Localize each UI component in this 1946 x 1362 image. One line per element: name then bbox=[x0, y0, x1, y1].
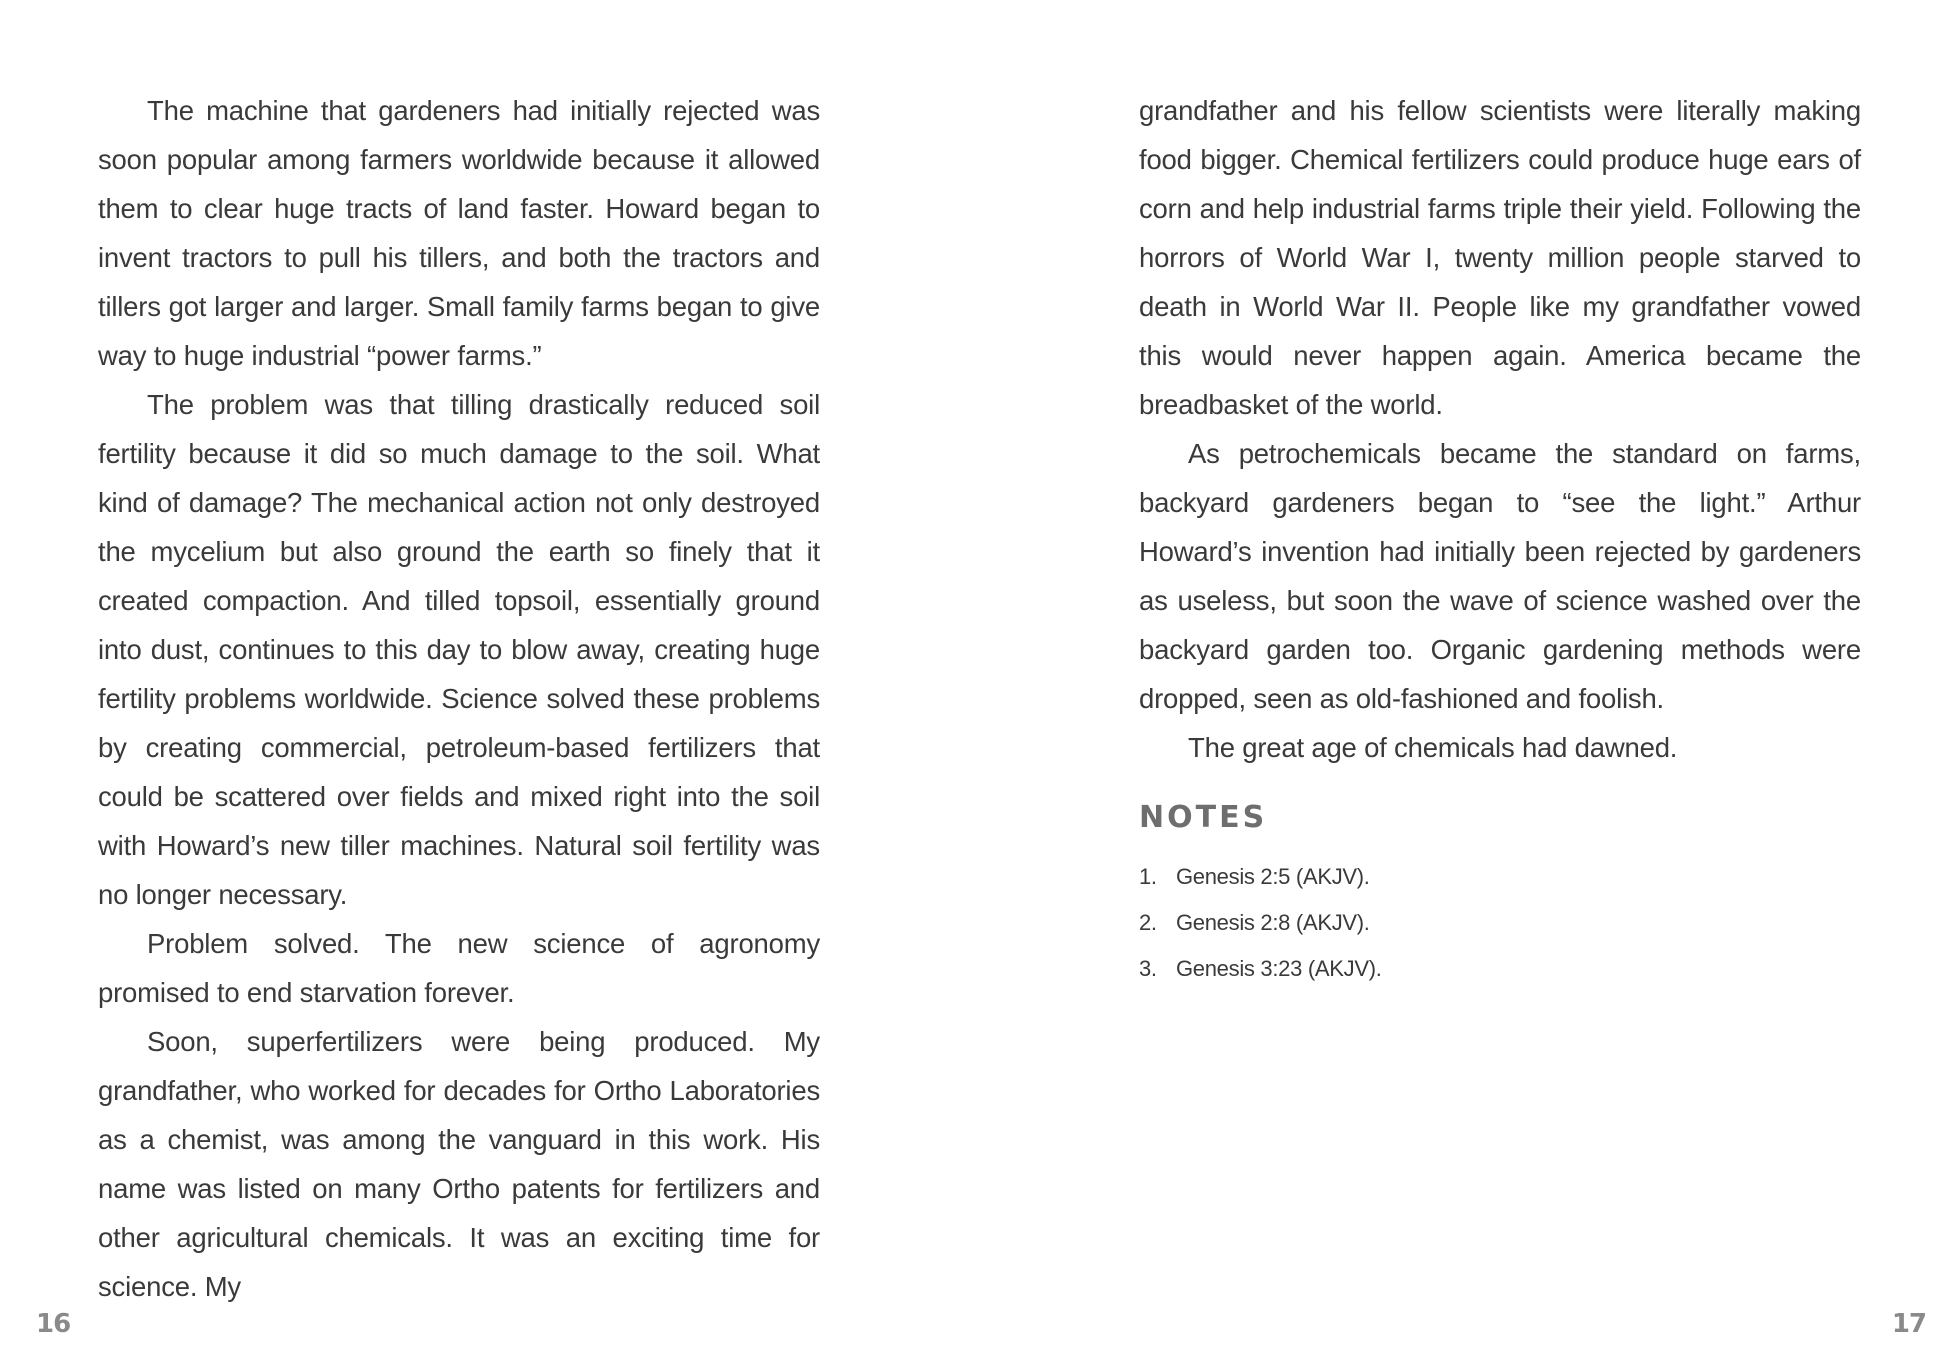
notes-list bbox=[1139, 854, 1861, 992]
paragraph: The problem was that tilling drastically reduced soil fertility because it did so much damage to the soil. What kind of damage? The mechanical action not only destroyed the mycelium but also ground the earth so finely that it created compaction. And tilled topsoil, essentially ground into dust, continues to this day to blow away, creating huge fertility problems worldwide. Science solved these problems by creating commercial, petroleum-based fertilizers that could be scattered over fields and mixed right into the soil with Howard’s new tiller machines. Natural soil fertility was no longer necessary. bbox=[98, 389, 820, 910]
paragraph: As petrochemicals became the standard on farms, backyard gardeners began to “see the light.” Arthur Howard’s invention had initially been rejected by gardeners as useless, but soon the wave of science washed over the backyard garden too. Organic gardening methods were dropped, seen as old-fashioned and foolish. bbox=[1139, 438, 1861, 714]
page-number-left: 16 bbox=[36, 1309, 71, 1339]
page-number-right: 17 bbox=[1891, 1309, 1926, 1339]
paragraph: The great age of chemicals had dawned. bbox=[1188, 732, 1678, 763]
note-number: 3. bbox=[1139, 956, 1157, 981]
note-text: Genesis 2:8 (AKJV). bbox=[1176, 910, 1370, 935]
paragraph: Soon, superfertilizers were being produced. My grandfather, who worked for decades for Ortho Laboratories as a chemist, was among the vanguard in this work. His name was listed on many Ortho patents for fertilizers and other agricultural chemicals. It was an exciting time for science. My bbox=[98, 1026, 820, 1302]
paragraph: Problem solved. The new science of agronomy promised to end starvation forever. bbox=[98, 928, 820, 1008]
left-text-column bbox=[98, 86, 820, 1311]
paragraph-continued: grandfather and his fellow scientists were literally making food bigger. Chemical fertilizers could produce huge ears of corn and help industrial farms triple their yield. Following the horrors of World War I, twenty million people starved to death in World War II. People like my grandfather vowed this would never happen again. America became the breadbasket of the world. bbox=[1139, 95, 1861, 420]
note-item bbox=[1139, 854, 1861, 900]
right-text-column bbox=[1139, 86, 1861, 992]
note-item bbox=[1139, 946, 1861, 992]
note-text: Genesis 3:23 (AKJV). bbox=[1176, 956, 1382, 981]
note-number: 2. bbox=[1139, 910, 1157, 935]
note-item bbox=[1139, 900, 1861, 946]
paragraph: The machine that gardeners had initially rejected was soon popular among farmers worldwide because it allowed them to clear huge tracts of land faster. Howard began to invent tractors to pull his tillers, and both the tractors and tillers got larger and larger. Small family farms began to give way to huge industrial “power farms.” bbox=[98, 95, 820, 371]
right-page bbox=[973, 0, 1946, 1362]
notes-heading: NOTES bbox=[1139, 800, 1268, 835]
note-text: Genesis 2:5 (AKJV). bbox=[1176, 864, 1370, 889]
note-number: 1. bbox=[1139, 864, 1157, 889]
